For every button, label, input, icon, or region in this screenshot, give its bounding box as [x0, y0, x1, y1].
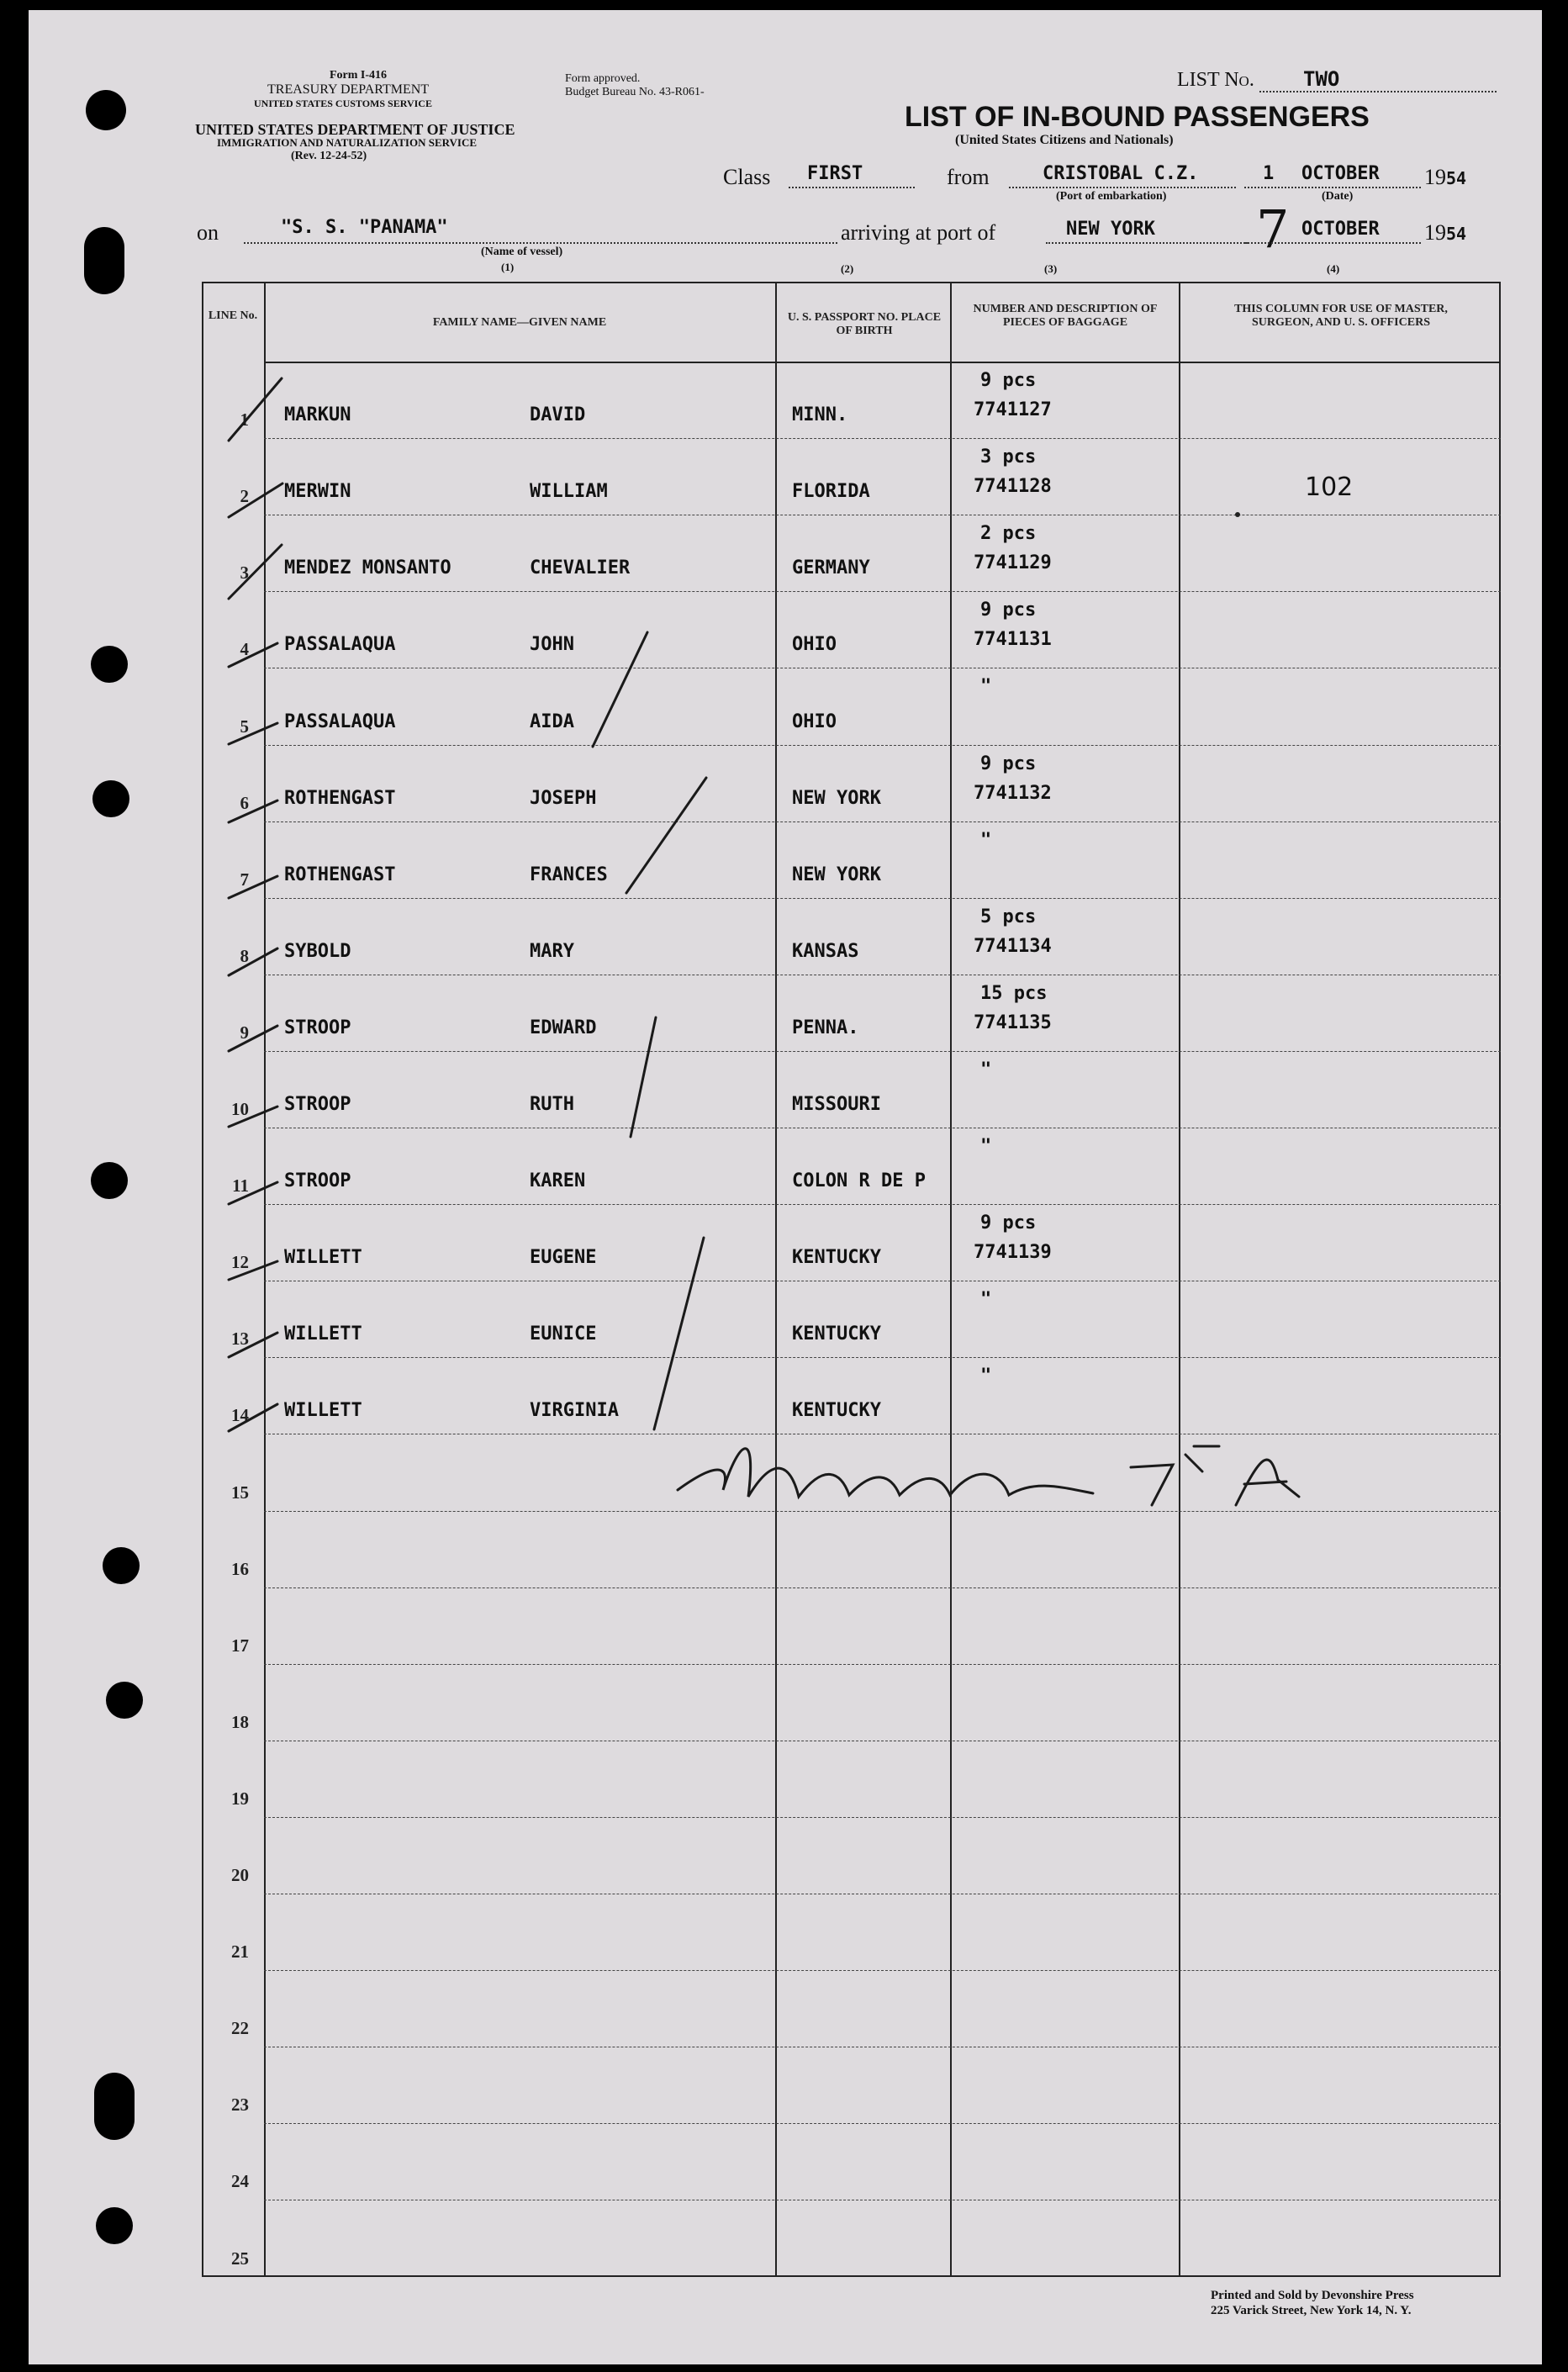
- line-number: 21: [231, 1941, 249, 1963]
- given-name: EDWARD: [530, 1017, 597, 1038]
- vessel-column-number: (1): [501, 261, 515, 273]
- line-number: 2: [240, 486, 249, 507]
- column-divider: [950, 282, 952, 2277]
- row-divider: [264, 1511, 1501, 1512]
- place-of-birth: OHIO: [792, 711, 837, 732]
- row-divider: [264, 898, 1501, 899]
- column-divider: [775, 282, 777, 2277]
- row-divider: [264, 591, 1501, 592]
- from-label: from: [947, 165, 990, 189]
- baggage-ticket: 7741134: [974, 935, 1052, 957]
- given-name: MARY: [530, 940, 574, 962]
- line-number: 12: [231, 1252, 249, 1273]
- line-number: 3: [240, 563, 249, 584]
- place-of-birth: MINN.: [792, 404, 848, 426]
- baggage-ticket: 7741135: [974, 1012, 1052, 1033]
- family-name: WILLETT: [284, 1247, 362, 1269]
- line-number: 14: [231, 1405, 249, 1426]
- row-divider: [264, 745, 1501, 746]
- form-approved: Form approved.: [565, 72, 641, 85]
- baggage-count: 9 pcs: [980, 753, 1037, 774]
- column-header-baggage: NUMBER AND DESCRIPTION OF PIECES OF BAGGAGE: [973, 303, 1158, 329]
- row-divider: [264, 1357, 1501, 1358]
- line-number: 7: [240, 869, 249, 890]
- arrival-date-underline: [1244, 242, 1421, 244]
- printer-line-2: 225 Varick Street, New York 14, N. Y.: [1211, 2304, 1412, 2317]
- punch-hole: [86, 90, 126, 130]
- baggage-count: ": [980, 676, 992, 698]
- baggage-count: ": [980, 1289, 992, 1311]
- line-number: 10: [231, 1099, 249, 1119]
- family-name: STROOP: [284, 1017, 351, 1038]
- column-header-passport: U. S. PASSPORT NO. PLACE OF BIRTH: [787, 311, 942, 337]
- punch-hole: [91, 646, 128, 683]
- departure-year-value: 54: [1446, 168, 1467, 188]
- line-number: 13: [231, 1329, 249, 1350]
- row-divider: [264, 1817, 1501, 1818]
- line-number: 20: [231, 1865, 249, 1885]
- line-number: 5: [240, 716, 249, 737]
- place-of-birth: COLON R DE P: [792, 1170, 926, 1192]
- place-of-birth: KANSAS: [792, 940, 859, 962]
- given-name: JOSEPH: [530, 787, 597, 809]
- family-name: SYBOLD: [284, 940, 351, 962]
- family-name: MERWIN: [284, 481, 351, 503]
- baggage-ticket: 7741127: [974, 399, 1052, 421]
- list-number-label: LIST No.: [1177, 69, 1254, 91]
- line-number: 6: [240, 792, 249, 813]
- given-name: FRANCES: [530, 864, 608, 885]
- line-number: 23: [231, 2095, 249, 2116]
- given-name: AIDA: [530, 711, 574, 732]
- punch-hole: [92, 780, 129, 817]
- departure-day: 1: [1263, 163, 1275, 184]
- baggage-count: 9 pcs: [980, 370, 1037, 391]
- baggage-count: 5 pcs: [980, 906, 1037, 927]
- printer-line-1: Printed and Sold by Devonshire Press: [1211, 2289, 1414, 2302]
- arriving-label: arriving at port of: [841, 220, 996, 245]
- given-name: VIRGINIA: [530, 1400, 619, 1422]
- baggage-count: 15 pcs: [980, 982, 1048, 1004]
- line-number: 4: [240, 639, 249, 660]
- place-of-birth: KENTUCKY: [792, 1323, 881, 1345]
- vessel-caption: (Name of vessel): [481, 246, 563, 258]
- place-of-birth: MISSOURI: [792, 1094, 881, 1115]
- family-name: ROTHENGAST: [284, 787, 396, 809]
- baggage-count: 9 pcs: [980, 600, 1037, 621]
- baggage-ticket: 7741132: [974, 782, 1052, 804]
- arrival-day: 7: [1256, 198, 1290, 260]
- place-of-birth: PENNA.: [792, 1017, 859, 1038]
- officer-note: 102: [1305, 473, 1354, 503]
- column-number-4: (4): [1327, 262, 1340, 275]
- punch-hole: [94, 2073, 135, 2140]
- column-divider: [1179, 282, 1180, 2277]
- line-number: 24: [231, 2171, 249, 2192]
- header-divider: [264, 362, 1501, 363]
- arrival-port: NEW YORK: [1066, 219, 1155, 240]
- baggage-count: 9 pcs: [980, 1212, 1037, 1234]
- arrival-month: OCTOBER: [1301, 219, 1380, 240]
- punch-hole: [96, 2207, 133, 2244]
- departure-month: OCTOBER: [1301, 163, 1380, 184]
- class-underline: [789, 187, 915, 188]
- baggage-count: ": [980, 1366, 992, 1387]
- arrival-year-value: 54: [1446, 224, 1467, 244]
- page-subtitle: (United States Citizens and Nationals): [955, 133, 1174, 147]
- given-name: JOHN: [530, 634, 574, 656]
- place-of-birth: OHIO: [792, 634, 837, 656]
- column-number-2: (2): [841, 262, 854, 275]
- given-name: WILLIAM: [530, 481, 608, 503]
- line-number: 16: [231, 1558, 249, 1579]
- baggage-count: 2 pcs: [980, 523, 1037, 545]
- treasury-department: TREASURY DEPARTMENT: [267, 82, 430, 97]
- line-number: 1: [240, 409, 249, 431]
- baggage-ticket: 7741129: [974, 552, 1052, 574]
- punch-hole: [84, 227, 124, 294]
- passenger-table: [202, 282, 1501, 2277]
- line-number: 22: [231, 2018, 249, 2039]
- line-number: 25: [231, 2248, 249, 2269]
- column-header-line: LINE No.: [208, 309, 258, 322]
- place-of-birth: GERMANY: [792, 557, 870, 579]
- family-name: STROOP: [284, 1170, 351, 1192]
- row-divider: [264, 1051, 1501, 1052]
- line-number: 15: [231, 1482, 249, 1503]
- line-number: 11: [232, 1175, 249, 1197]
- immigration-service: IMMIGRATION AND NATURALIZATION SERVICE: [217, 136, 478, 149]
- column-header-officers: THIS COLUMN FOR USE OF MASTER, SURGEON, AND U. S. OFFICERS: [1234, 303, 1448, 329]
- vessel-underline: [244, 242, 837, 244]
- from-underline: [1009, 187, 1236, 188]
- on-label: on: [197, 220, 219, 245]
- family-name: ROTHENGAST: [284, 864, 396, 885]
- budget-bureau: Budget Bureau No. 43-R061-: [565, 86, 705, 98]
- family-name: WILLETT: [284, 1400, 362, 1422]
- given-name: RUTH: [530, 1094, 574, 1115]
- given-name: EUNICE: [530, 1323, 597, 1345]
- baggage-ticket: 7741128: [974, 476, 1052, 498]
- line-number: 8: [240, 945, 249, 966]
- row-divider: [264, 1587, 1501, 1588]
- family-name: MARKUN: [284, 404, 351, 426]
- row-divider: [264, 438, 1501, 439]
- given-name: KAREN: [530, 1170, 586, 1192]
- date-caption: (Date): [1322, 190, 1354, 203]
- baggage-ticket: 7741131: [974, 629, 1052, 651]
- family-name: MENDEZ MONSANTO: [284, 557, 451, 579]
- given-name: EUGENE: [530, 1247, 597, 1269]
- baggage-count: 3 pcs: [980, 446, 1037, 468]
- row-divider: [264, 1204, 1501, 1205]
- revision-date: (Rev. 12-24-52): [291, 150, 367, 162]
- family-name: WILLETT: [284, 1323, 362, 1345]
- form-number: Form I-416: [330, 69, 388, 82]
- vessel-name: "S. S. "PANAMA": [281, 217, 448, 238]
- arrival-year-prefix: 1954: [1424, 220, 1467, 245]
- arrival-port-underline: [1046, 242, 1248, 244]
- column-divider: [264, 282, 266, 2277]
- row-divider: [264, 821, 1501, 822]
- class-value: FIRST: [807, 163, 863, 184]
- class-label: Class: [723, 165, 771, 189]
- place-of-birth: FLORIDA: [792, 481, 870, 503]
- list-number-underline: [1259, 91, 1497, 92]
- row-divider: [264, 2123, 1501, 2124]
- family-name: STROOP: [284, 1094, 351, 1115]
- departure-year-prefix: 1954: [1424, 165, 1467, 189]
- line-number: 19: [231, 1788, 249, 1809]
- row-divider: [264, 1664, 1501, 1665]
- punch-hole: [103, 1547, 140, 1584]
- place-of-birth: KENTUCKY: [792, 1400, 881, 1422]
- page-title: LIST OF IN-BOUND PASSENGERS: [905, 101, 1370, 133]
- place-of-birth: NEW YORK: [792, 787, 881, 809]
- given-name: DAVID: [530, 404, 586, 426]
- date-underline: [1244, 187, 1421, 188]
- baggage-count: ": [980, 1059, 992, 1080]
- baggage-count: ": [980, 829, 992, 851]
- baggage-ticket: 7741139: [974, 1242, 1052, 1264]
- row-divider: [264, 1970, 1501, 1971]
- punch-hole: [106, 1682, 143, 1719]
- place-of-birth: KENTUCKY: [792, 1247, 881, 1269]
- from-value: CRISTOBAL C.Z.: [1043, 163, 1199, 184]
- punch-hole: [91, 1162, 128, 1199]
- customs-service: UNITED STATES CUSTOMS SERVICE: [254, 98, 432, 109]
- family-name: PASSALAQUA: [284, 711, 396, 732]
- given-name: CHEVALIER: [530, 557, 631, 579]
- justice-department: UNITED STATES DEPARTMENT OF JUSTICE: [195, 121, 515, 138]
- list-number-value: TWO: [1303, 67, 1340, 91]
- place-of-birth: NEW YORK: [792, 864, 881, 885]
- family-name: PASSALAQUA: [284, 634, 396, 656]
- line-number: 17: [231, 1635, 249, 1656]
- line-number: 18: [231, 1711, 249, 1732]
- column-header-name: FAMILY NAME—GIVEN NAME: [432, 316, 607, 329]
- line-number: 9: [240, 1022, 249, 1043]
- baggage-count: ": [980, 1136, 992, 1157]
- column-number-3: (3): [1044, 262, 1058, 275]
- from-caption: (Port of embarkation): [1056, 190, 1167, 203]
